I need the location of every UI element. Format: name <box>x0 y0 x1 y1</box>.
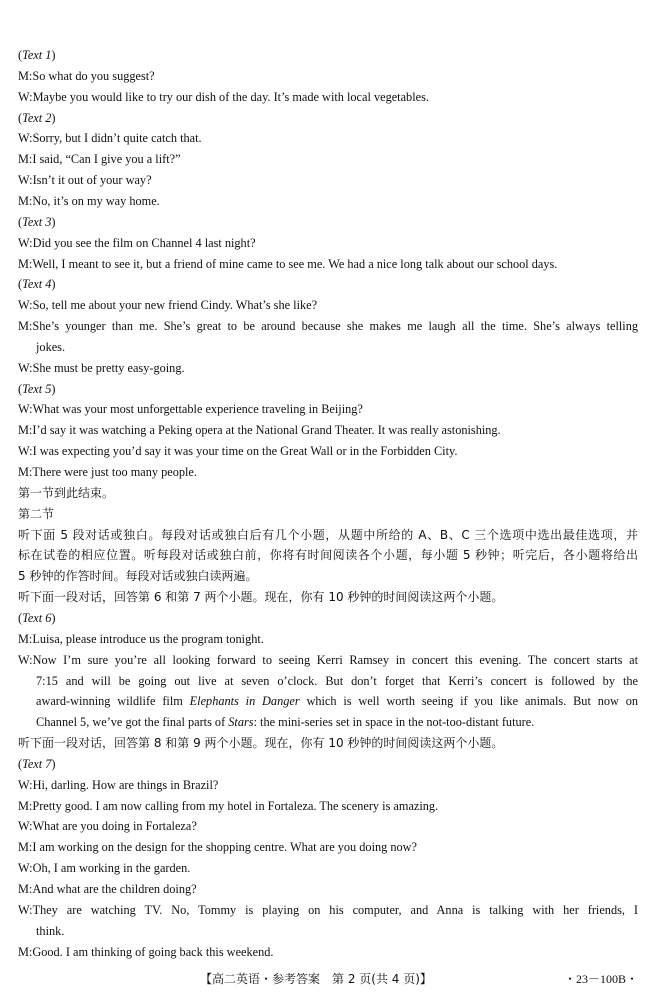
dialog-line: M:I am working on the design for the shopping centre. What are you doing now? <box>18 840 417 855</box>
instruction-line: 第一节到此结束。 <box>18 485 115 500</box>
dialog-line: M:She’s younger than me. She’s great to be around because she makes me laugh all the time. She’s always telling <box>18 319 638 334</box>
instruction-line: 第二节 <box>18 506 55 521</box>
dialog-line: W:Hi, darling. How are things in Brazil? <box>18 777 219 792</box>
dialog-line: jokes. <box>36 339 66 354</box>
text-label: (Text 7) <box>18 756 56 771</box>
dialog-line: M:I said, “Can I give you a lift?” <box>18 152 181 167</box>
dialog-line: W:What are you doing in Fortaleza? <box>18 819 197 834</box>
dialog-line: W:She must be pretty easy-going. <box>18 360 185 375</box>
dialog-line: M:So what do you suggest? <box>18 68 155 83</box>
dialog-line: W:Isn’t it out of your way? <box>18 173 152 188</box>
instruction-line: 5 秒钟的作答时间。每段对话或独白读两遍。 <box>18 569 258 584</box>
dialog-line: M:Luisa, please introduce us the program tonight. <box>18 631 264 646</box>
instruction-line: 听下面 5 段对话或独白。每段对话或独白后有几个小题，从题中所给的 A、B、C 三个选项中选出最佳选项，并 <box>18 527 638 542</box>
footer-page-info: 【高二英语・参考答案 第 2 页(共 4 页)】 <box>200 972 432 986</box>
text-label: (Text 1) <box>18 48 56 62</box>
text-label: (Text 6) <box>18 610 56 625</box>
dialog-line: M:Pretty good. I am now calling from my hotel in Fortaleza. The scenery is amazing. <box>18 798 439 813</box>
dialog-line: W:Sorry, but I didn’t quite catch that. <box>18 131 202 146</box>
dialog-line: W:So, tell me about your new friend Cindy. What’s she like? <box>18 298 318 313</box>
dialog-line: M:Good. I am thinking of going back this weekend. <box>18 944 274 959</box>
dialog-line: W:Maybe you would like to try our dish of the day. It’s made with local vegetables. <box>18 89 429 104</box>
dialog-line: M:I’d say it was watching a Peking opera at the National Grand Theater. It was really astonishing. <box>18 423 501 438</box>
instruction-line: 标在试卷的相应位置。听每段对话或独白前，你将有时间阅读各个小题，每小题 5 秒钟；听完后，各小题将给出 <box>18 548 638 563</box>
dialog-line: M:There were just too many people. <box>18 465 197 479</box>
dialog-line: W:Did you see the film on Channel 4 last night? <box>18 235 256 250</box>
dialog-line: W:What was your most unforgettable experience traveling in Beijing? <box>18 402 363 417</box>
text-label: (Text 5) <box>18 381 56 396</box>
dialog-line: W:Now I’m sure you’re all looking forward to seeing Kerri Ramsey in concert this evening. The concert starts at <box>18 652 638 667</box>
instruction-line: 听下面一段对话，回答第 8 和第 9 两个小题。现在，你有 10 秒钟的时间阅读这两个小题。 <box>18 736 504 751</box>
dialog-line: M:And what are the children doing? <box>18 882 197 896</box>
dialog-line: W:Oh, I am working in the garden. <box>18 861 191 876</box>
dialog-line: W:I was expecting you’d say it was your time on the Great Wall or in the Forbidden City. <box>18 444 458 459</box>
dialog-line: 7:15 and will be going out live at seven o’clock. But don’t forget that Kerri’s concert is followed by the <box>36 673 638 688</box>
dialog-line: Channel 5, we’ve got the final parts of Stars: the mini-series set in space in the not-too-distant future. <box>36 715 535 730</box>
dialog-line: M:No, it’s on my way home. <box>18 193 160 208</box>
text-label: (Text 3) <box>18 214 56 229</box>
dialog-line: think. <box>36 923 65 938</box>
dialog-line: award-winning wildlife film Elephants in Danger which is well worth seeing if you like animals. But now on <box>36 694 638 709</box>
dialog-line: M:Well, I meant to see it, but a friend of mine came to see me. We had a nice long talk about our school days. <box>18 256 558 271</box>
text-label: (Text 4) <box>18 277 56 292</box>
page-footer <box>0 970 653 990</box>
instruction-line: 听下面一段对话，回答第 6 和第 7 两个小题。现在，你有 10 秒钟的时间阅读这两个小题。 <box>18 590 504 605</box>
footer-code: ・23－100B・ <box>564 972 639 986</box>
dialog-line: W:They are watching TV. No, Tommy is playing on his computer, and Anna is talking with her friends, I <box>18 902 638 917</box>
text-label: (Text 2) <box>18 110 56 125</box>
